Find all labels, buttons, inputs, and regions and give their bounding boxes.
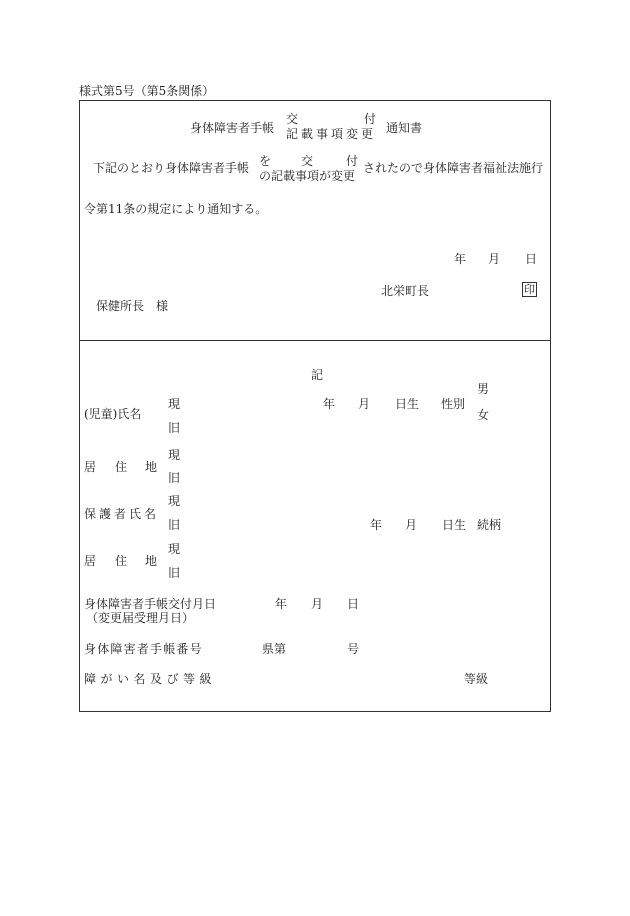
section-divider <box>79 340 551 341</box>
body-particle: を <box>259 154 272 168</box>
handbook-number-suffix: 号 <box>347 642 360 656</box>
sex-option-male: 男 <box>477 382 490 396</box>
disability-label: 障がい名及び等級 <box>84 672 217 686</box>
address2-label-1: 居 <box>84 554 97 568</box>
child-birth-month: 月 <box>358 397 371 411</box>
sex-label: 性別 <box>441 397 466 411</box>
address2-old-mark: 旧 <box>168 566 181 580</box>
guardian-old-mark: 旧 <box>168 518 181 532</box>
issue-date-sub: （変更届受理月日） <box>86 611 195 625</box>
address1-old-mark: 旧 <box>168 471 181 485</box>
title-issue-2: 付 <box>364 112 377 126</box>
title-change: 記載事項変更 <box>286 127 377 141</box>
date-year: 年 <box>454 252 467 266</box>
address2-label-2: 住 <box>115 554 128 568</box>
record-heading: 記 <box>311 368 324 382</box>
handbook-number-prefix: 県第 <box>262 642 287 656</box>
body-issue-2: 付 <box>346 154 359 168</box>
seal-stamp: 印 <box>524 283 535 296</box>
sender: 北栄町長 <box>381 284 430 298</box>
handbook-number-label: 身体障害者手帳番号 <box>84 642 203 656</box>
issue-date-label: 身体障害者手帳交付月日 <box>84 597 217 611</box>
date-month: 月 <box>488 252 501 266</box>
issue-date-year: 年 <box>275 597 288 611</box>
form-label: 様式第5号（第5条関係） <box>79 84 215 98</box>
address1-label-1: 居 <box>84 460 97 474</box>
guardian-name-label: 保護者氏名 <box>84 507 160 521</box>
child-birth-year: 年 <box>323 397 336 411</box>
title-prefix: 身体障害者手帳 <box>190 121 275 135</box>
body-line1-suffix: されたので身体障害者福祉法施行 <box>363 161 544 175</box>
title-issue-1: 交 <box>286 112 299 126</box>
body-issue-1: 交 <box>301 154 314 168</box>
issue-date-month: 月 <box>311 597 324 611</box>
guardian-birth-year: 年 <box>370 518 383 532</box>
address2-current-mark: 現 <box>168 542 181 556</box>
grade-suffix: 等級 <box>464 672 489 686</box>
guardian-birth-month: 月 <box>405 518 418 532</box>
recipient: 保健所長 様 <box>96 299 169 313</box>
body-line1-prefix: 下記のとおり身体障害者手帳 <box>93 161 250 175</box>
address2-label-3: 地 <box>145 554 158 568</box>
child-current-mark: 現 <box>168 397 181 411</box>
child-birth-day: 日生 <box>395 397 420 411</box>
address1-label-2: 住 <box>115 460 128 474</box>
guardian-birth-day: 日生 <box>442 518 467 532</box>
child-old-mark: 旧 <box>168 421 181 435</box>
body-line2: 令第11条の規定により通知する。 <box>84 202 268 216</box>
address1-label-3: 地 <box>145 460 158 474</box>
child-name-label: (児童)氏名 <box>84 407 142 421</box>
sex-option-female: 女 <box>477 408 490 422</box>
issue-date-day: 日 <box>347 597 360 611</box>
body-change: の記載事項が変更 <box>259 169 356 183</box>
address1-current-mark: 現 <box>168 448 181 462</box>
date-day: 日 <box>525 252 538 266</box>
title-suffix: 通知書 <box>386 121 423 135</box>
guardian-current-mark: 現 <box>168 494 181 508</box>
relation-label: 続柄 <box>477 518 502 532</box>
